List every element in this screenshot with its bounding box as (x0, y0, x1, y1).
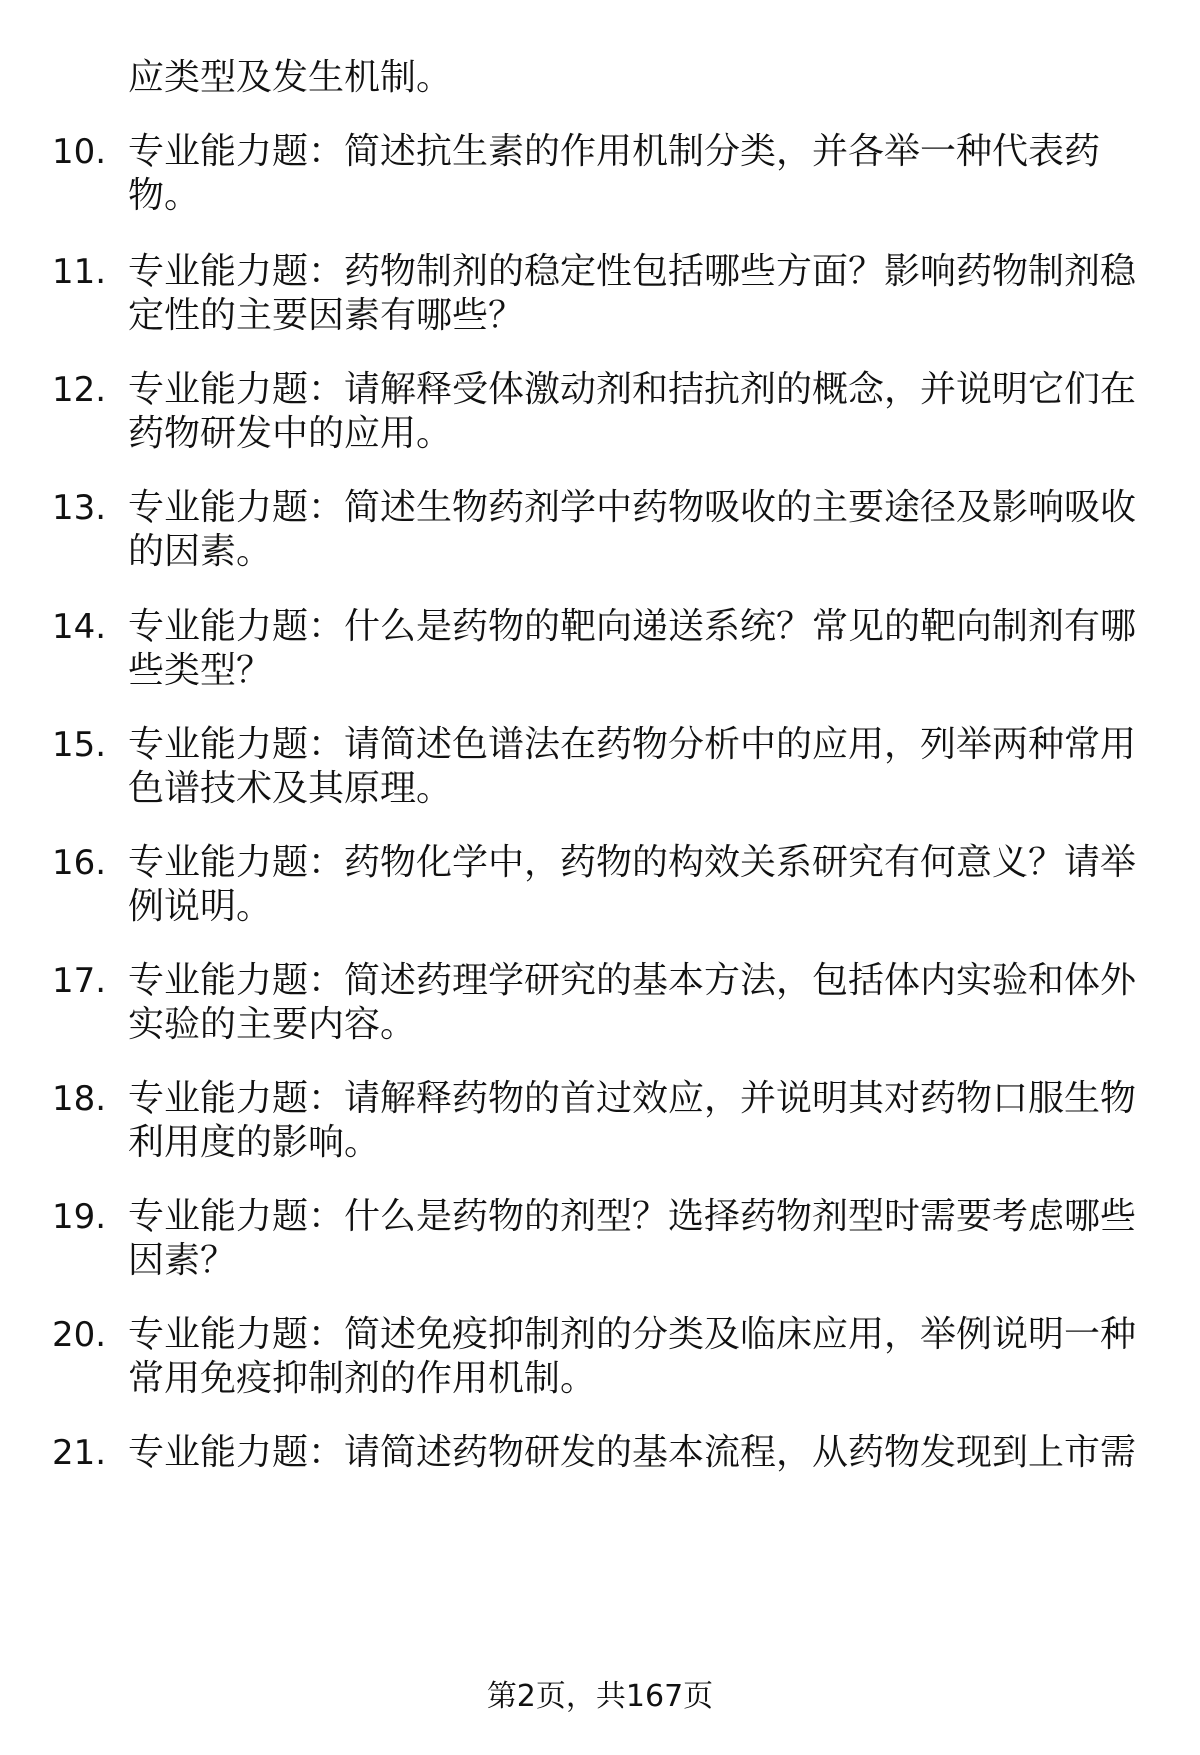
item-number: 20. (52, 1315, 107, 1355)
item-text-line: 专业能力题：请简述药物研发的基本流程，从药物发现到上市需 (128, 1432, 1137, 1473)
item-text-line: 的因素。 (128, 531, 273, 572)
item-text-line: 实验的主要内容。 (128, 1004, 417, 1045)
item-number: 21. (52, 1433, 107, 1473)
item-text-line: 因素？ (128, 1240, 237, 1281)
item-number: 12. (52, 370, 107, 410)
item-text-line: 专业能力题：请解释受体激动剂和拮抗剂的概念，并说明它们在 (128, 369, 1137, 410)
item-text-line: 专业能力题：什么是药物的靶向递送系统？常见的靶向制剂有哪 (128, 606, 1137, 647)
item-number: 14. (52, 607, 107, 647)
item-number: 18. (52, 1079, 107, 1119)
item-number: 17. (52, 961, 107, 1001)
item-text-line: 专业能力题：简述免疫抑制剂的分类及临床应用，举例说明一种 (128, 1314, 1137, 1355)
item-text-line: 专业能力题：请解释药物的首过效应，并说明其对药物口服生物 (128, 1078, 1137, 1119)
item-text-line: 专业能力题：简述抗生素的作用机制分类，并各举一种代表药 (128, 131, 1101, 172)
item-text-line: 专业能力题：请简述色谱法在药物分析中的应用，列举两种常用 (128, 724, 1137, 765)
item-text-line: 些类型？ (128, 650, 273, 691)
item-text-line: 药物研发中的应用。 (128, 413, 453, 454)
item-number: 19. (52, 1197, 107, 1237)
item-text-line: 专业能力题：简述生物药剂学中药物吸收的主要途径及影响吸收 (128, 487, 1137, 528)
item-text-line: 专业能力题：药物化学中，药物的构效关系研究有何意义？请举 (128, 842, 1137, 883)
item-number: 11. (52, 252, 107, 292)
item-text-line: 专业能力题：药物制剂的稳定性包括哪些方面？影响药物制剂稳 (128, 251, 1137, 292)
item-text-line: 定性的主要因素有哪些？ (128, 295, 525, 336)
item-text-line: 例说明。 (128, 886, 273, 927)
item-number: 13. (52, 488, 107, 528)
page-footer: 第2页，共167页 (486, 1679, 714, 1714)
continuation-line: 应类型及发生机制。 (128, 57, 453, 98)
item-number: 16. (52, 843, 107, 883)
item-text-line: 专业能力题：简述药理学研究的基本方法，包括体内实验和体外 (128, 960, 1137, 1001)
item-text-line: 利用度的影响。 (128, 1122, 381, 1163)
item-text-line: 物。 (128, 175, 201, 216)
item-number: 10. (52, 132, 107, 172)
item-text-line: 常用免疫抑制剂的作用机制。 (128, 1358, 597, 1399)
item-text-line: 专业能力题：什么是药物的剂型？选择药物剂型时需要考虑哪些 (128, 1196, 1137, 1237)
item-text-line: 色谱技术及其原理。 (128, 768, 453, 809)
item-number: 15. (52, 725, 107, 765)
